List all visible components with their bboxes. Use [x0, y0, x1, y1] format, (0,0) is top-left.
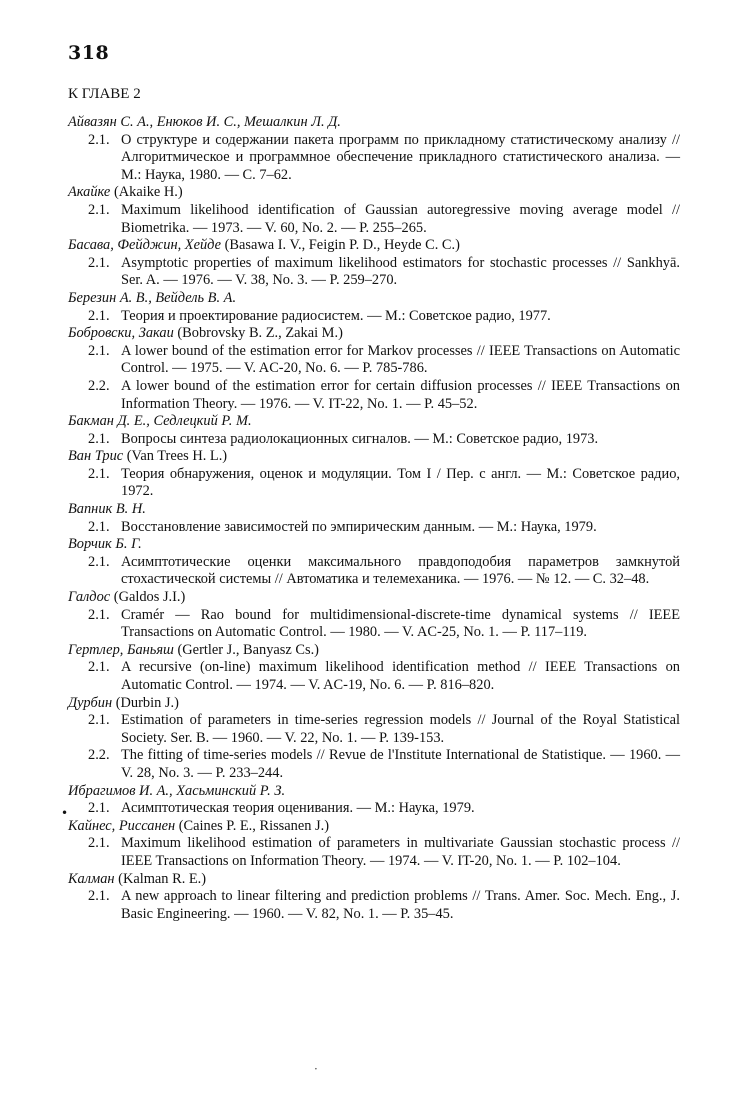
reference-item	[68, 519, 680, 537]
reference-entry	[68, 290, 680, 325]
reference-authors	[68, 413, 680, 431]
reference-authors	[68, 642, 680, 660]
reference-item	[68, 659, 680, 694]
chapter-heading: К ГЛАВЕ 2	[68, 86, 141, 102]
reference-item	[68, 607, 680, 642]
footer-mark: ·	[314, 1062, 318, 1076]
reference-number: 2.1.	[88, 800, 110, 817]
authors-russian: Айвазян С. А., Енюков И. С., Мешалкин Л. Д.	[68, 114, 341, 130]
reference-text: Cramér — Rao bound for multidimensional-discrete-time dynamical systems // IEEE Transactions on Automatic Control. — 1980. — V. AC-25, No. 1. — P. 117–119.	[121, 606, 680, 641]
authors-russian: Ван Трис	[68, 448, 124, 465]
reference-text: Асимптотическая теория оценивания. — М.: Наука, 1979.	[121, 800, 475, 817]
reference-item	[68, 712, 680, 747]
reference-item	[68, 378, 680, 413]
reference-entry	[68, 501, 680, 536]
authors-russian: Ворчик Б. Г.	[68, 536, 142, 553]
reference-entry	[68, 237, 680, 290]
authors-russian: Березин А. В., Вейдель В. А.	[68, 289, 237, 306]
reference-number: 2.1.	[88, 254, 110, 271]
reference-number: 2.1.	[88, 659, 110, 676]
authors-russian: Ибрагимов И. А., Хасьминский Р. З.	[68, 782, 286, 799]
reference-entry	[68, 114, 680, 184]
reference-authors	[68, 501, 680, 519]
authors-russian: Галдос	[68, 589, 111, 606]
reference-text: Теория обнаружения, оценок и модуляции. Том I / Пер. с англ. — М.: Советское радио, 1972.	[121, 465, 680, 500]
reference-authors	[68, 184, 680, 202]
authors-russian: Гертлер, Баньяш	[68, 641, 174, 658]
reference-authors	[68, 114, 680, 132]
reference-text: Восстановление зависимостей по эмпирическим данным. — М.: Наука, 1979.	[121, 518, 597, 535]
authors-russian: Акайке	[68, 184, 111, 201]
reference-number: 2.1.	[88, 518, 110, 535]
reference-item	[68, 255, 680, 290]
reference-text: Asymptotic properties of maximum likelihood estimators for stochastic processes // Sankhyā. Ser. A. — 1976. — V. 38, No. 3. — P. 259–270.	[121, 254, 680, 289]
reference-text: A lower bound of the estimation error for Markov processes // IEEE Transactions on Automatic Control. — 1975. — V. AC-20, No. 6. — P. 785-786.	[121, 342, 680, 377]
reference-number: 2.1.	[88, 430, 110, 447]
reference-text: Maximum likelihood identification of Gaussian autoregressive moving average model // Biometrika. — 1973. — V. 60, No. 2. — P. 255–265.	[121, 201, 680, 236]
reference-text: A lower bound of the estimation error for certain diffusion processes // IEEE Transactions on Information Theory. — 1976. — V. IT-22, No. 1. — P. 45–52.	[121, 377, 680, 412]
reference-authors	[68, 695, 680, 713]
reference-entry	[68, 413, 680, 448]
authors-original: (Basawa I. V., Feigin P. D., Heyde C. C.)	[224, 237, 460, 254]
reference-number: 2.1.	[88, 307, 110, 324]
reference-item	[68, 343, 680, 378]
authors-original: (Gertler J., Banyasz Cs.)	[177, 641, 319, 658]
reference-text: A new approach to linear filtering and prediction problems // Trans. Amer. Soc. Mech. Eng., J. Basic Engineering. — 1960. — V. 82, No. 1. — P. 35–45.	[121, 888, 680, 922]
reference-text: О структуре и содержании пакета программ по прикладному статистическому анализу // Алгоритмическое и программное обеспечение прикладного статистического анализа. — М.: Наука, 1980. — С. 7–62.	[121, 131, 680, 183]
authors-russian: Дурбин	[68, 694, 113, 711]
reference-text: Асимптотические оценки максимального правдоподобия параметров замкнутой стохастической системы // Автоматика и телемеханика. — 1976. — № 12. — С. 32–48.	[121, 553, 680, 588]
reference-text: Вопросы синтеза радиолокационных сигналов. — М.: Советское радио, 1973.	[121, 430, 599, 447]
authors-original: (Akaike H.)	[113, 184, 183, 201]
reference-text: The fitting of time-series models // Revue de l'Institute International de Statistique. — 1960. — V. 28, No. 3. — P. 233–244.	[121, 747, 680, 781]
reference-number: 2.1.	[88, 553, 110, 570]
reference-text: Estimation of parameters in time-series regression models // Journal of the Royal Statistical Society. Ser. B. — 1960. — V. 22, No. 1. — P. 139-153.	[121, 712, 680, 746]
authors-original: (Durbin J.)	[115, 694, 179, 711]
authors-russian: Басава, Фейджин, Хейде	[68, 237, 221, 254]
reference-authors	[68, 536, 680, 554]
reference-item	[68, 202, 680, 237]
reference-entry	[68, 184, 680, 237]
reference-number: 2.2.	[88, 377, 110, 394]
reference-authors	[68, 589, 680, 607]
reference-number: 2.1.	[88, 835, 110, 852]
reference-text: A recursive (on-line) maximum likelihood identification method // IEEE Transactions on Automatic Control. — 1974. — V. AC-19, No. 6. — P. 816–820.	[121, 659, 680, 693]
reference-number: 2.1.	[88, 888, 110, 905]
reference-item	[68, 132, 680, 185]
authors-original: (Bobrovsky B. Z., Zakai M.)	[177, 325, 343, 342]
reference-authors	[68, 783, 680, 801]
reference-item	[68, 835, 680, 870]
authors-original: (Caines P. E., Rissanen J.)	[178, 817, 330, 834]
reference-entry	[68, 589, 680, 642]
authors-russian: Бобровски, Закаи	[68, 325, 174, 342]
reference-authors	[68, 290, 680, 308]
reference-text: Maximum likelihood estimation of parameters in multivariate Gaussian stochastic process // IEEE Transactions on Information Theory. — 1974. — V. IT-20, No. 1. — P. 102–104.	[121, 835, 680, 869]
reference-entry	[68, 536, 680, 589]
reference-number: 2.2.	[88, 747, 110, 764]
reference-number: 2.1.	[88, 606, 110, 623]
authors-original: (Kalman R. E.)	[118, 870, 207, 887]
authors-russian: Калман	[68, 870, 115, 887]
reference-item	[68, 747, 680, 782]
reference-entry	[68, 695, 680, 783]
authors-russian: Бакман Д. Е., Седлецкий Р. М.	[68, 413, 252, 430]
page-number: 318	[68, 42, 110, 64]
reference-entry	[68, 448, 680, 501]
reference-number: 2.1.	[88, 465, 110, 482]
reference-item	[68, 554, 680, 589]
reference-entry	[68, 783, 680, 818]
reference-number: 2.1.	[88, 131, 110, 148]
reference-number: 2.1.	[88, 712, 110, 729]
margin-mark: •	[61, 806, 69, 820]
authors-original: (Van Trees H. L.)	[126, 448, 228, 465]
reference-item	[68, 466, 680, 501]
reference-authors	[68, 325, 680, 343]
reference-authors	[68, 818, 680, 836]
reference-entry	[68, 325, 680, 413]
authors-russian: Вапник В. Н.	[68, 501, 146, 518]
reference-item	[68, 800, 680, 818]
reference-authors	[68, 871, 680, 889]
reference-authors	[68, 448, 680, 466]
authors-russian: Кайнес, Риссанен	[68, 817, 176, 834]
reference-entry	[68, 642, 680, 695]
reference-text: Теория и проектирование радиосистем. — М.: Советское радио, 1977.	[121, 307, 551, 324]
reference-item	[68, 308, 680, 326]
reference-number: 2.1.	[88, 201, 110, 218]
reference-item	[68, 888, 680, 923]
authors-original: (Galdos J.I.)	[113, 589, 186, 606]
reference-number: 2.1.	[88, 342, 110, 359]
reference-entry	[68, 818, 680, 871]
reference-item	[68, 431, 680, 449]
reference-authors	[68, 237, 680, 255]
reference-entry	[68, 871, 680, 924]
reference-list	[68, 114, 680, 923]
